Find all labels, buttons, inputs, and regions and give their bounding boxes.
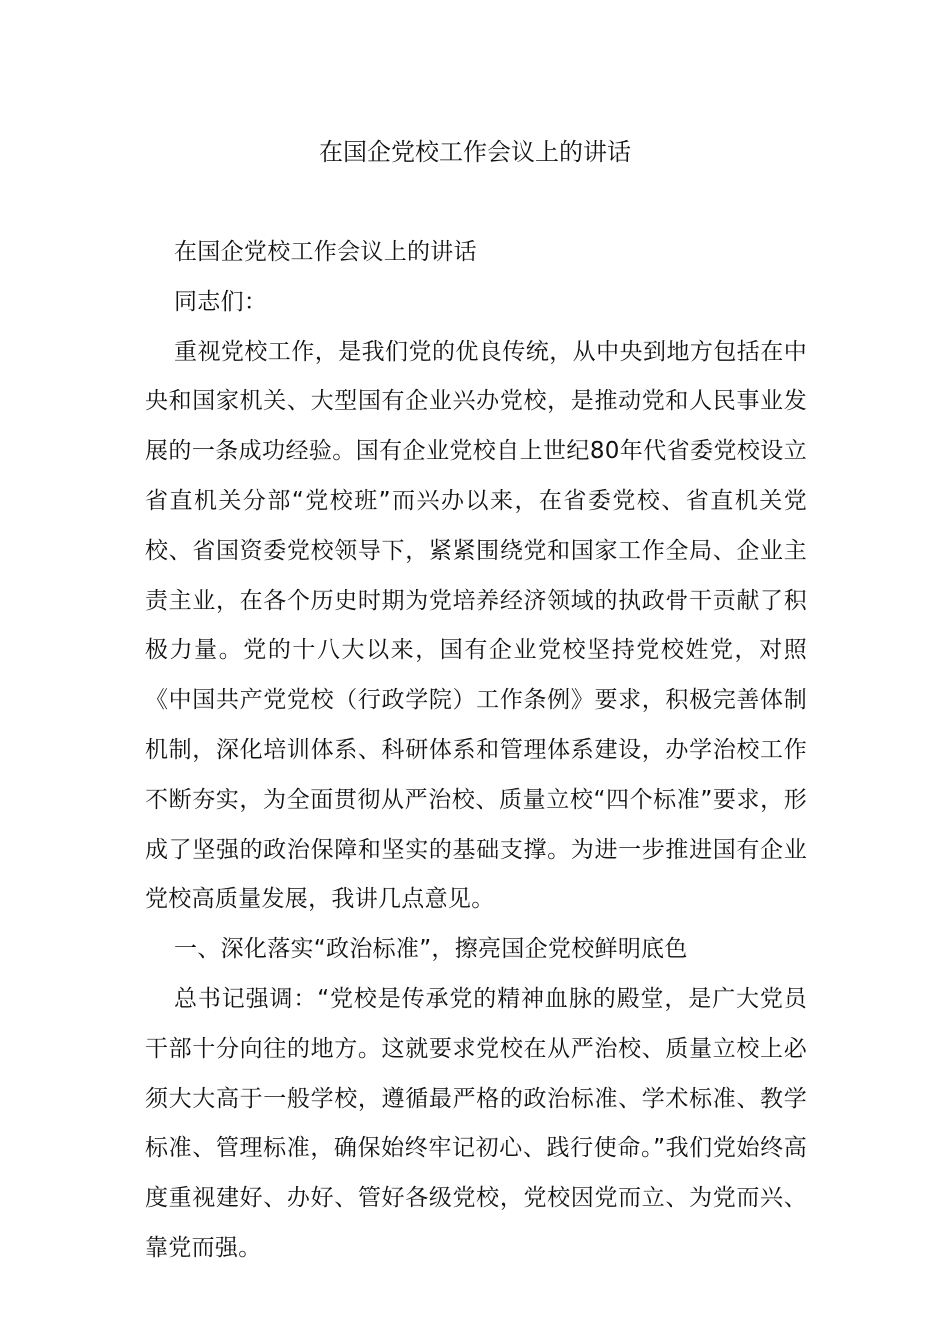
- section-heading: 一、深化落实“政治标准”，擦亮国企党校鲜明底色: [174, 936, 688, 963]
- salutation-paragraph: 同志们：: [174, 288, 268, 315]
- intro-paragraph: 重视党校工作，是我们党的优良传统，从中央到地方包括在中央和国家机关、大型国有企业兴办党校，是推动党和人民事业发展的一条成功经验。国有企业党校自上世纪80年代省委党校设立省直机关分部“党校班”而兴办以来，在省委党校、省直机关党校、省国资委党校领导下，紧紧围绕党和国家工作全局、企业主责主业，在各个历史时期为党培养经济领域的执政骨干贡献了积极力量。党的十八大以来，国有企业党校坚持党校姓党，对照《中国共产党党校（行政学院）工作条例》要求，积极完善体制机制，深化培训体系、科研体系和管理体系建设，办学治校工作不断夯实，为全面贯彻从严治校、质量立校“四个标准”要求，形成了坚强的政治保障和坚实的基础支撑。为进一步推进国有企业党校高质量发展，我讲几点意见。: [145, 338, 807, 913]
- subtitle-paragraph: 在国企党校工作会议上的讲话: [174, 239, 477, 265]
- document-title: 在国企党校工作会议上的讲话: [319, 138, 631, 166]
- body-paragraph: 总书记强调：“党校是传承党的精神血脉的殿堂，是广大党员干部十分向往的地方。这就要求党校在从严治校、质量立校上必须大大高于一般学校，遵循最严格的政治标准、学术标准、教学标准、管理标准，确保始终牢记初心、践行使命。”我们党始终高度重视建好、办好、管好各级党校，党校因党而立、为党而兴、靠党而强。: [145, 985, 807, 1261]
- document-body: [145, 228, 807, 1274]
